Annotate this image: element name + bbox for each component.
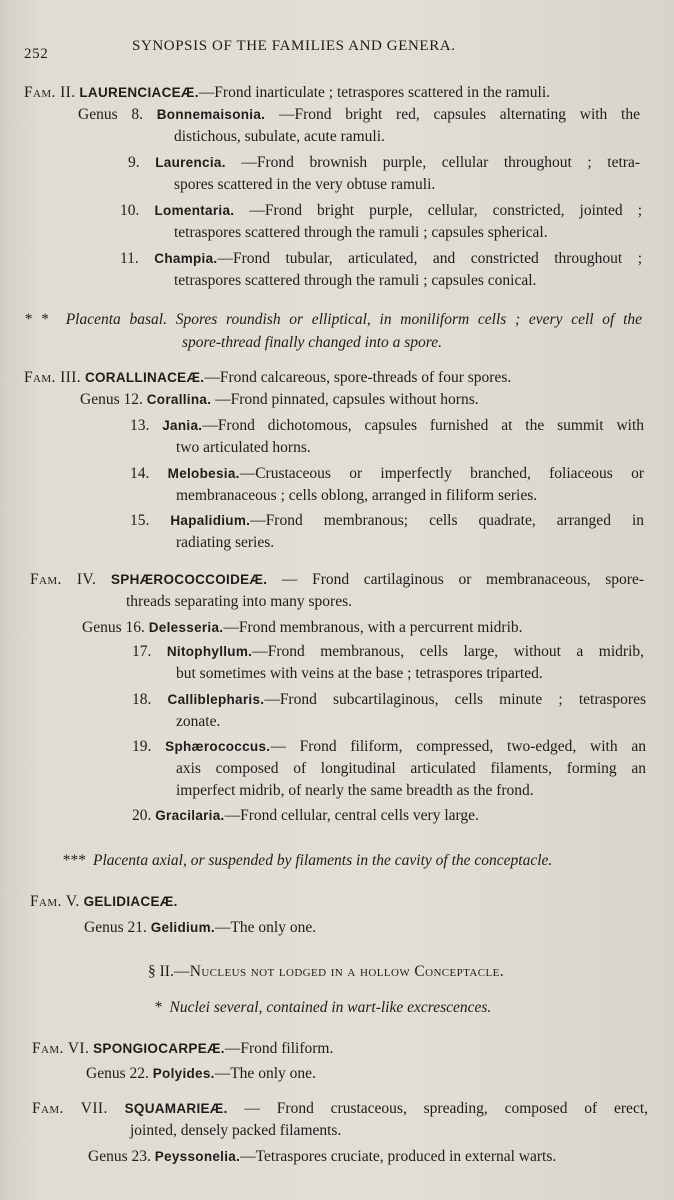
genus-name: Gracilaria.	[155, 808, 225, 823]
genus-entry	[132, 690, 646, 710]
genus-number: 15.	[130, 512, 150, 529]
genus-name: Nitophyllum.	[166, 644, 253, 659]
genus-number: 13.	[130, 417, 150, 434]
genus-description: —Frond cellular, central cells very large.	[224, 807, 479, 824]
family-label: Fam. III.	[24, 369, 82, 386]
note-text-line: spore-thread finally changed into a spore.	[182, 334, 443, 351]
genus-entry	[130, 416, 644, 436]
genus-name: Lomentaria.	[154, 203, 235, 218]
genus-description-line: two articulated horns.	[176, 439, 311, 456]
genus-number: 10.	[120, 202, 140, 219]
genus-description: —Frond pinnated, capsules without horns.	[211, 391, 479, 408]
genus-description: —The only one.	[214, 1065, 316, 1082]
note-text: Placenta basal. Spores roundish or elliptical, in moniliform cells ; every cell of the	[65, 311, 643, 328]
genus-description: — Frond filiform, compressed, two-edged, with an	[270, 738, 647, 755]
page-number: 252	[24, 46, 49, 62]
genus-name: Champia.	[154, 251, 218, 266]
genus-description-line: imperfect midrib, of nearly the same breadth as the frond.	[176, 782, 534, 799]
genus-description-line: membranaceous ; cells oblong, arranged in filiform series.	[176, 487, 538, 504]
genus-entry	[130, 511, 644, 531]
genus-entry	[132, 642, 644, 662]
family-description: —Frond filiform.	[224, 1040, 334, 1057]
genus-name: Bonnemaisonia.	[156, 107, 266, 122]
section-mark: § II.	[148, 963, 174, 980]
genus-number: 19.	[132, 738, 152, 755]
genus-name: Sphærococcus.	[165, 739, 271, 754]
genus-name: Jania.	[162, 418, 203, 433]
genus-entry	[80, 390, 479, 410]
family-heading	[30, 570, 644, 590]
genus-description: —Frond subcartilaginous, cells minute ; tetraspores	[264, 691, 646, 708]
genus-name: Calliblepharis.	[167, 692, 265, 707]
genus-entry	[132, 737, 646, 757]
note-stars: *	[154, 999, 162, 1016]
family-heading	[32, 1039, 333, 1059]
genus-description: —Frond brownish purple, cellular throughout ; tetra-	[225, 154, 641, 171]
running-title: SYNOPSIS OF THE FAMILIES AND GENERA.	[132, 38, 456, 54]
genus-prefix: Genus 16.	[82, 619, 145, 636]
family-name: LAURENCIACEÆ.	[79, 85, 199, 100]
family-description: —Frond inarticulate ; tetraspores scattered in the ramuli.	[198, 84, 550, 101]
genus-name: Melobesia.	[167, 466, 240, 481]
section-heading	[148, 962, 504, 982]
genus-name: Polyides.	[152, 1066, 215, 1081]
family-label: Fam. IV.	[30, 571, 97, 588]
genus-description: —Frond dichotomous, capsules furnished at the summit with	[202, 417, 644, 434]
genus-number: 14.	[130, 465, 150, 482]
genus-description-line: but sometimes with veins at the base ; tetraspores triparted.	[176, 665, 543, 682]
genus-description-line: radiating series.	[176, 534, 275, 551]
genus-prefix: Genus 8.	[78, 106, 143, 123]
genus-entry	[128, 153, 640, 173]
genus-description: —The only one.	[214, 919, 317, 936]
section-note	[154, 998, 491, 1018]
genus-description: —Crustaceous or imperfectly branched, foliaceous or	[239, 465, 644, 482]
genus-name: Peyssonelia.	[154, 1149, 241, 1164]
genus-description: —Frond bright purple, cellular, constricted, jointed ;	[234, 202, 642, 219]
note-stars: * *	[24, 311, 49, 328]
genus-description-line: distichous, subulate, acute ramuli.	[174, 128, 385, 145]
family-label: Fam. VII.	[32, 1100, 108, 1117]
note-stars: ***	[62, 852, 86, 869]
genus-description: —Frond membranous, cells large, without a midrib,	[252, 643, 644, 660]
family-name: SQUAMARIEÆ.	[124, 1101, 228, 1116]
genus-name: Corallina.	[146, 392, 212, 407]
section-note	[62, 851, 552, 871]
genus-number: 11.	[120, 250, 139, 267]
genus-prefix: Genus 23.	[88, 1148, 151, 1165]
genus-description: —Frond membranous; cells quadrate, arranged in	[250, 512, 644, 529]
genus-entry	[86, 1064, 316, 1084]
genus-prefix: Genus 12.	[80, 391, 143, 408]
family-heading	[24, 368, 511, 388]
genus-entry	[132, 806, 479, 826]
genus-description-line: tetraspores scattered through the ramuli ; capsules spherical.	[174, 224, 548, 241]
section-note	[24, 310, 642, 330]
genus-prefix: Genus 21.	[84, 919, 147, 936]
family-heading	[30, 892, 178, 912]
genus-description-line: zonate.	[176, 713, 221, 730]
genus-description: —Frond bright red, capsules alternating with the	[265, 106, 640, 123]
genus-description: —Frond tubular, articulated, and constricted throughout ;	[217, 250, 643, 267]
family-label: Fam. II.	[24, 84, 76, 101]
genus-description: —Tetraspores cruciate, produced in external warts.	[240, 1148, 557, 1165]
genus-description: —Frond membranous, with a percurrent midrib.	[223, 619, 523, 636]
genus-name: Hapalidium.	[170, 513, 251, 528]
genus-entry	[120, 201, 642, 221]
family-label: Fam. V.	[30, 893, 80, 910]
family-description-line: jointed, densely packed filaments.	[130, 1122, 342, 1139]
genus-description-line: tetraspores scattered through the ramuli ; capsules conical.	[174, 272, 537, 289]
genus-entry	[130, 464, 644, 484]
genus-number: 20.	[132, 807, 152, 824]
genus-name: Laurencia.	[155, 155, 226, 170]
genus-entry	[84, 918, 316, 938]
family-heading	[32, 1099, 648, 1119]
genus-number: 9.	[128, 154, 140, 171]
genus-prefix: Genus 22.	[86, 1065, 149, 1082]
genus-description-line: spores scattered in the very obtuse ramuli.	[174, 176, 436, 193]
genus-description-line: axis composed of longitudinal articulated filaments, forming an	[176, 760, 646, 777]
note-text: Nuclei several, contained in wart-like excrescences.	[169, 999, 492, 1016]
family-name: CORALLINACEÆ.	[84, 370, 205, 385]
family-description: —Frond calcareous, spore-threads of four spores.	[204, 369, 512, 386]
family-description-line: threads separating into many spores.	[126, 593, 352, 610]
genus-name: Gelidium.	[150, 920, 215, 935]
genus-entry	[78, 105, 640, 125]
family-label: Fam. VI.	[32, 1040, 90, 1057]
genus-entry	[82, 618, 523, 638]
note-text: Placenta axial, or suspended by filaments in the cavity of the conceptacle.	[93, 852, 553, 869]
genus-entry	[88, 1147, 556, 1167]
genus-entry	[120, 249, 642, 269]
family-description: — Frond cartilaginous or membranaceous, spore-	[267, 571, 644, 588]
family-description: — Frond crustaceous, spreading, composed of erect,	[227, 1100, 648, 1117]
genus-number: 17.	[132, 643, 152, 660]
family-name: SPHÆROCOCCOIDEÆ.	[110, 572, 268, 587]
family-heading	[24, 83, 550, 103]
family-name: SPONGIOCARPEÆ.	[93, 1041, 225, 1056]
section-title: —Nucleus not lodged in a hollow Conceptacle.	[173, 963, 505, 980]
genus-name: Delesseria.	[148, 620, 224, 635]
family-name: GELIDIACEÆ.	[83, 894, 178, 909]
genus-number: 18.	[132, 691, 152, 708]
